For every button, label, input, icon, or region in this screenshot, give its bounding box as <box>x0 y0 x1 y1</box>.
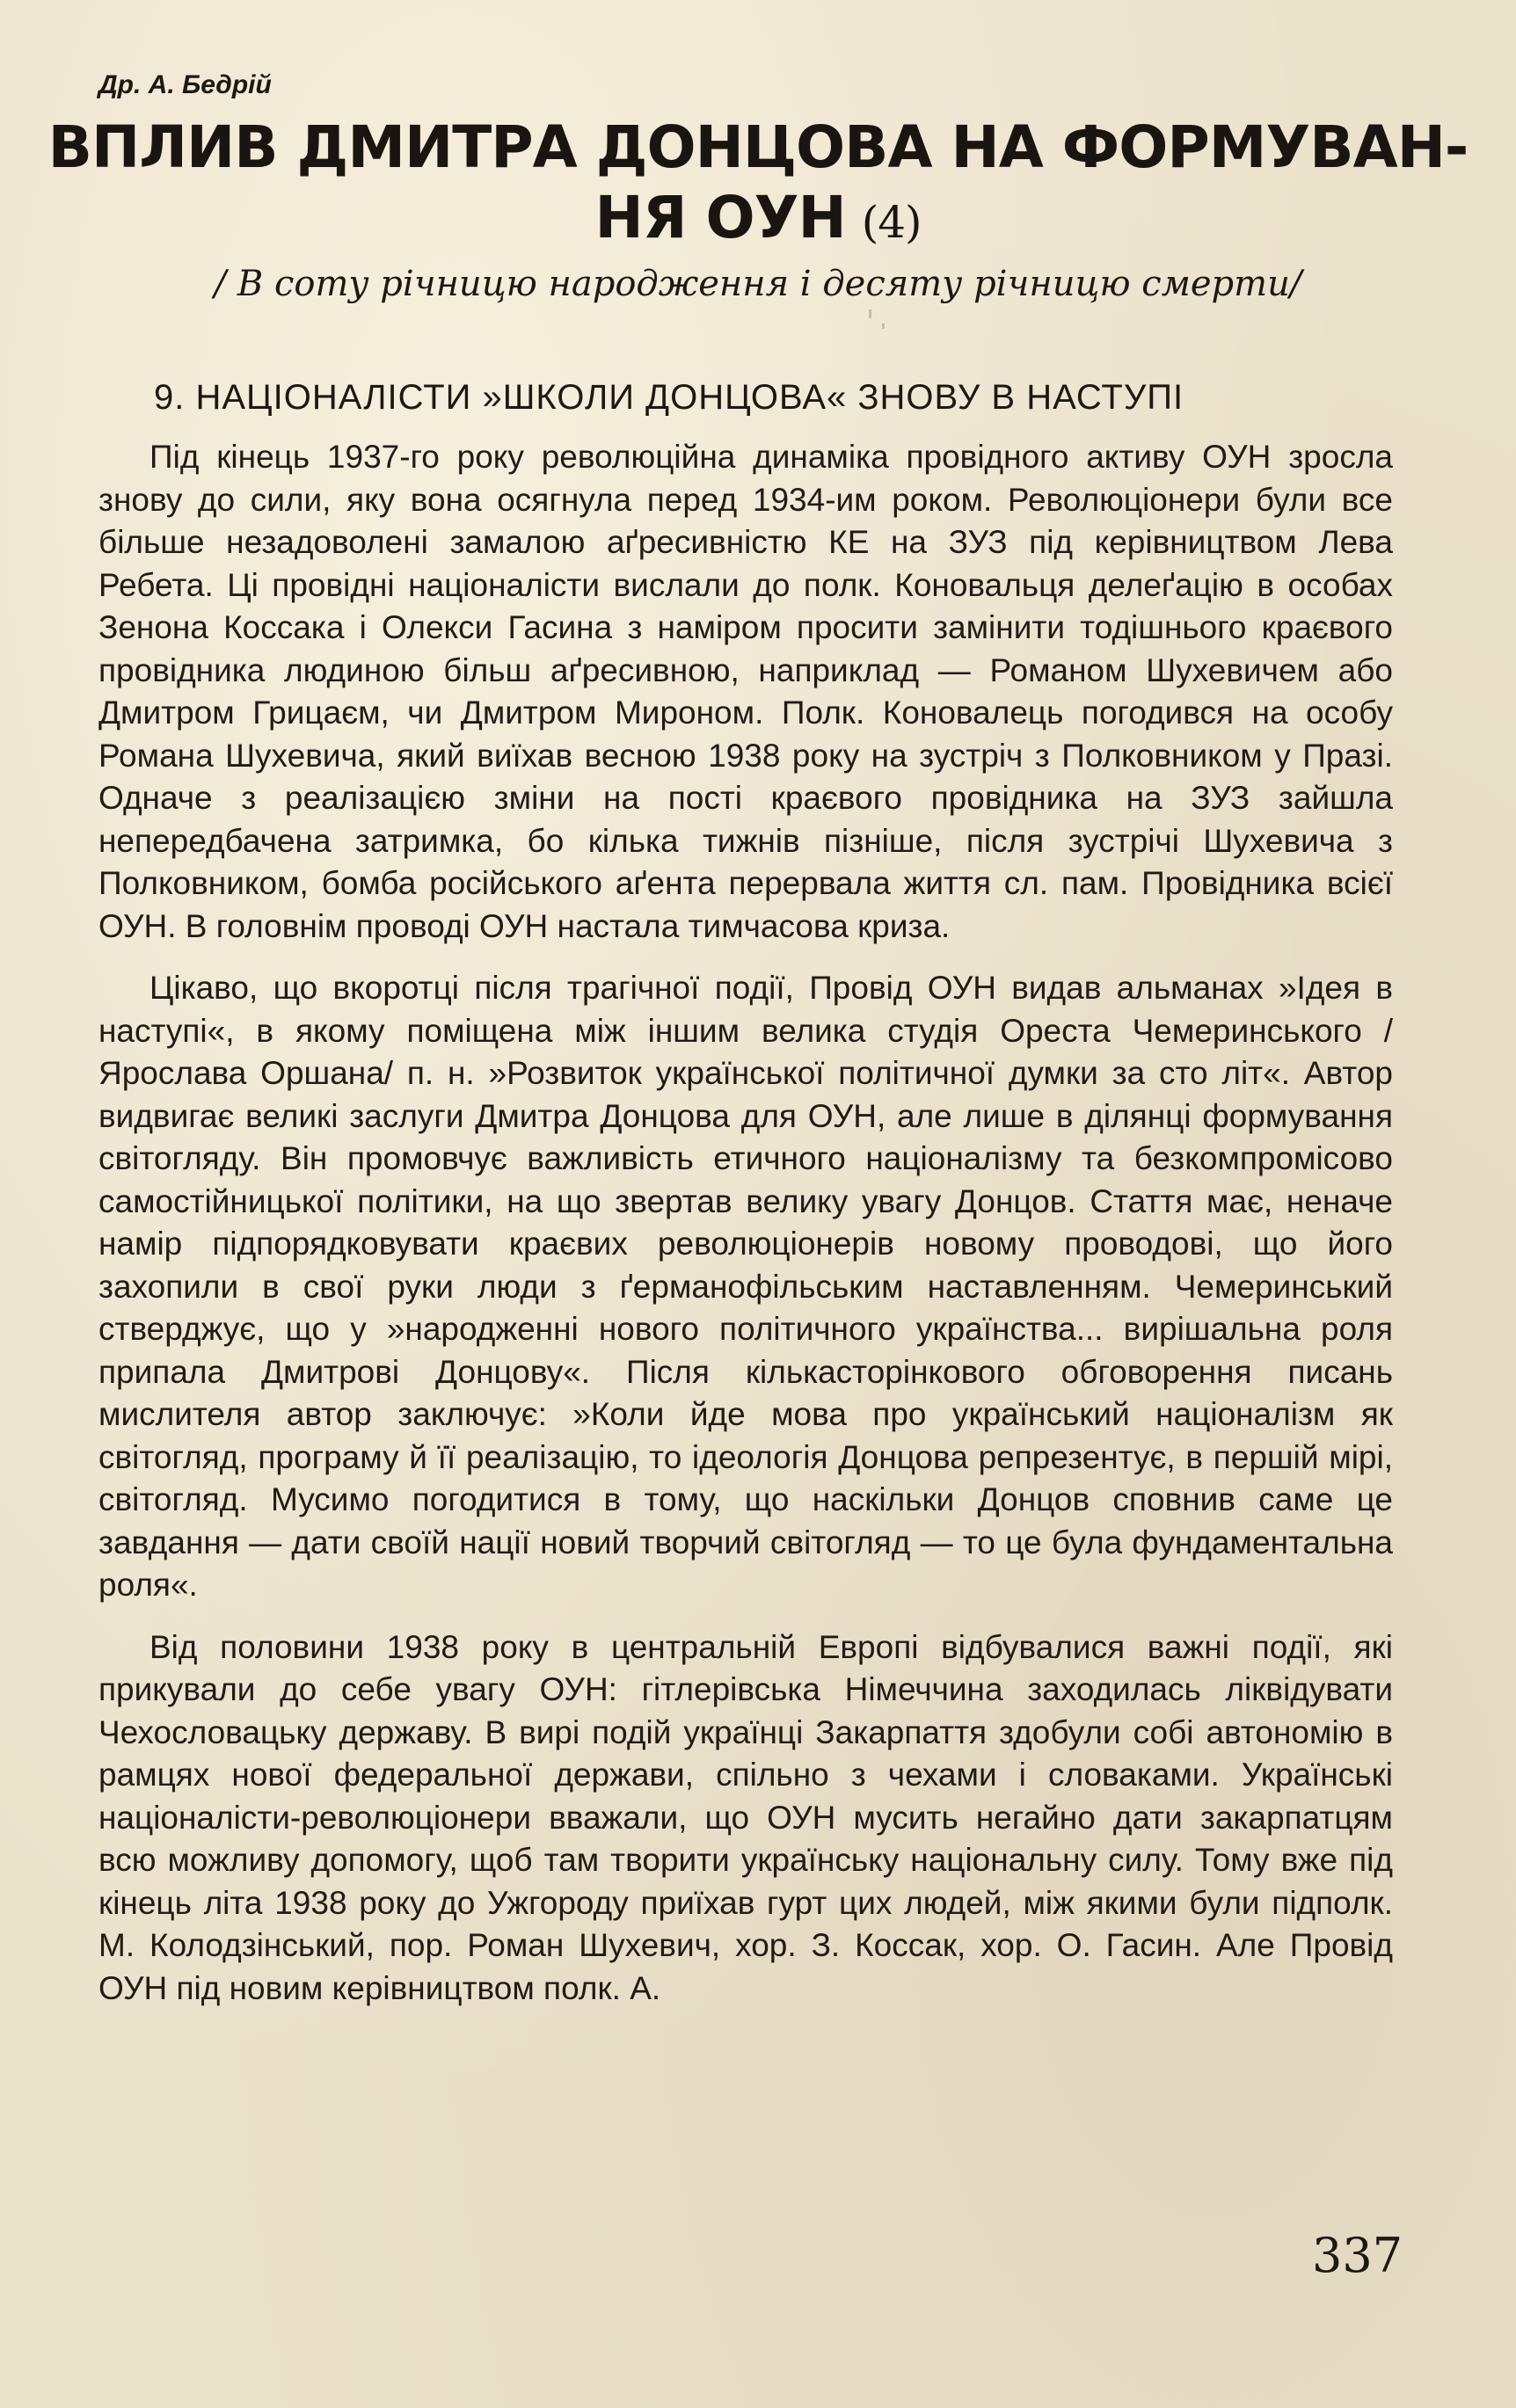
title-line-2 <box>0 183 1516 258</box>
article-body <box>98 436 1393 2029</box>
author-name: Др. А. Бедрій <box>98 70 272 99</box>
paragraph-3: Від половини 1938 року в центральній Европі відбувалися важні події, які прикували до себе увагу ОУН: гітлерівська Німеччина заходилась ліквідувати Чехословацьку державу. В вирі подій українці Закарпаття здобули собі автономію в рамцях нової федеральної держави, спільно з чехами і словаками. Українські націоналісти-революціонери вважали, що ОУН мусить негайно дати закарпатцям всю можливу допомогу, щоб там творити українську національну силу. Тому вже під кінець літа 1938 року до Ужгороду приїхав гурт цих людей, між якими були підполк. М. Колодзінський, пор. Роман Шухевич, хор. З. Коссак, хор. О. Гасин. Але Провід ОУН під новим керівництвом полк. А. <box>98 1628 1393 2006</box>
page-number: 337 <box>1312 2228 1403 2283</box>
article-subtitle: / В соту річницю народження і десяту річницю смерти/ <box>214 264 1302 304</box>
paragraph-2: Цікаво, що вкоротці після трагічної події, Провід ОУН видав альманах »Ідея в наступі«, в якому поміщена між іншим велика студія Ореста Чемеринського /Ярослава Оршана/ п. н. »Розвиток української політичної думки за сто літ«. Автор видвигає великі заслуги Дмитра Донцова для ОУН, але лише в ділянці формування світогляду. Він промовчує важливість етичного націоналізму та безкомпромісово самостійницької політики, на що звертав велику увагу Донцов. Стаття має, неначе намір підпорядковувати краєвих революціонерів новому проводові, що його захопили в свої руки люди з ґерманофільським наставленням. Чемеринський стверджує, що у »народженні нового політичного українства... вирішальна роля припала Дмитрові Донцову«. Після кількасторінкового обговорення писань мислителя автор заключує: »Коли йде мова про український націоналізм як світогляд, програму й її реалізацію, то ідеологія Донцова репрезентує, в першій мірі, світогляд. Мусимо погодитися в тому, що наскільки Донцов сповнив саме це завдання — дати своїй нації новий творчий світогляд — то це була фундаментальна роля«. <box>98 970 1393 1603</box>
title-line-2-text: НЯ ОУН <box>594 184 846 251</box>
section-heading: 9. НАЦІОНАЛІСТИ »ШКОЛИ ДОНЦОВА« ЗНОВУ В НАСТУПІ <box>154 378 1184 417</box>
title-line-1: ВПЛИВ ДМИТРА ДОНЦОВА НА ФОРМУВАН- <box>47 113 1469 181</box>
title-part-number: (4) <box>861 197 922 248</box>
paper-speck <box>869 309 871 318</box>
paragraph-1: Під кінець 1937-го року революційна динаміка провідного активу ОУН зросла знову до сили, яку вона осягнула перед 1934-им роком. Революціонери були все більше незадоволені замалою аґресивністю КЕ на ЗУЗ під керівництвом Лева Ребета. Ці провідні націоналісти вислали до полк. Коновальця делеґацію в особах Зенона Коссака і Олекси Гасина з наміром просити замінити тодішнього краєвого провідника людиною більш аґресивною, наприклад — Романом Шухевичем або Дмитром Грицаєм, чи Дмитром Мироном. Полк. Коновалець погодився на особу Романа Шухевича, який виїхав весною 1938 року на зустріч з Полковником у Празі. Одначе з реалізацією зміни на пості краєвого провідника на ЗУЗ зайшла непередбачена затримка, бо кілька тижнів пізніше, після зустрічі Шухевича з Полковником, бомба російського аґента перервала життя сл. пам. Провідника всієї ОУН. В головнім проводі ОУН настала тимчасова криза. <box>98 439 1393 944</box>
paper-speck <box>882 324 885 329</box>
article-title <box>0 113 1516 258</box>
